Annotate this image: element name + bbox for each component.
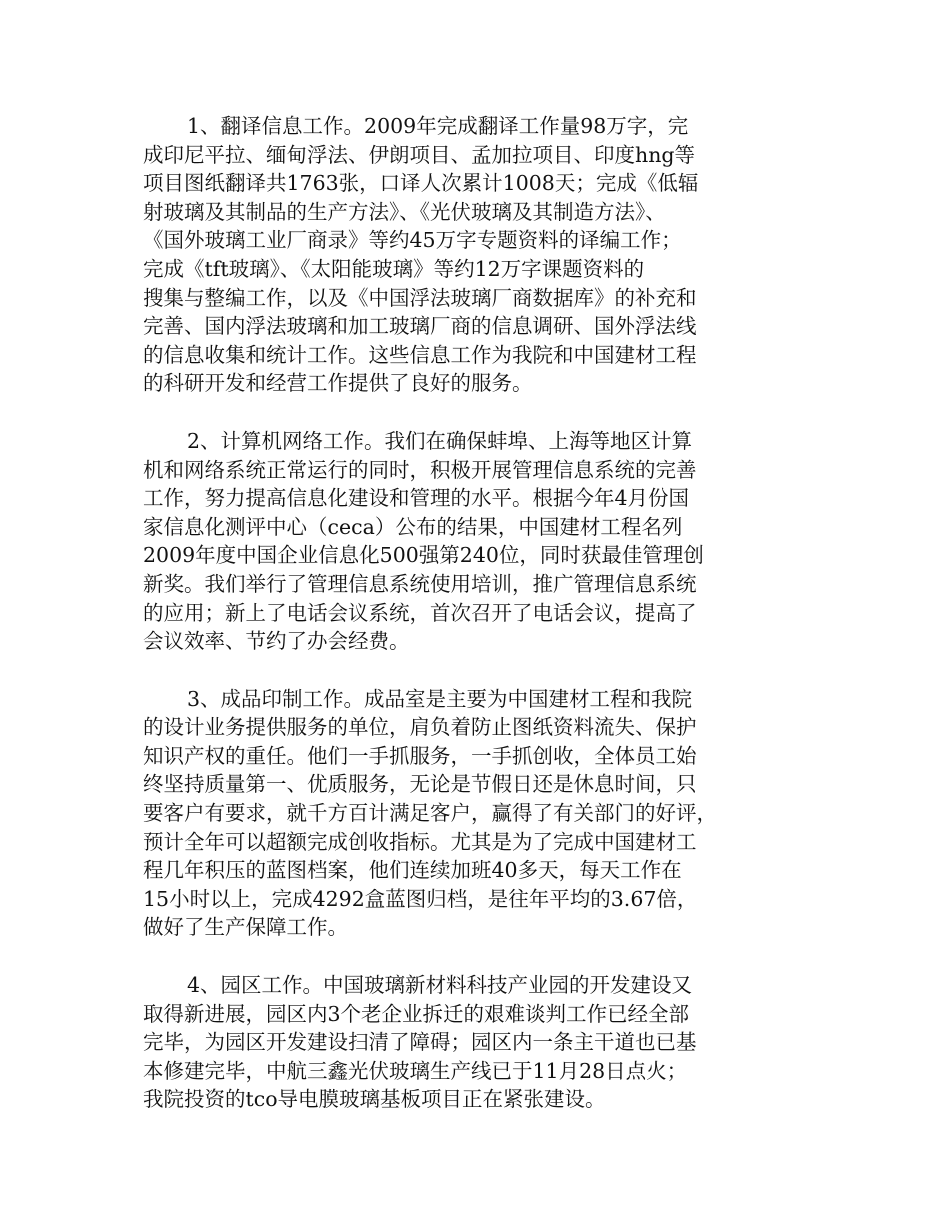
text-line: 程几年积压的蓝图档案，他们连续加班40多天，每天工作在: [143, 858, 682, 883]
text-line: 会议效率、节约了办会经费。: [143, 629, 410, 654]
paragraph-park-work: [143, 971, 823, 1114]
text-line: 1、翻译信息工作。2009年完成翻译工作量98万字，完: [187, 114, 689, 138]
text-line: 家信息化测评中心（ceca）公布的结果，中国建材工程名列: [143, 514, 683, 539]
paragraph-translation-work: [143, 112, 823, 398]
text-line: 完善、国内浮法玻璃和加工玻璃厂商的信息调研、国外浮法线: [143, 314, 697, 339]
text-line: 机和网络系统正常运行的同时，积极开展管理信息系统的完善: [143, 457, 697, 482]
text-line: 4、园区工作。中国玻璃新材料科技产业园的开发建设又: [187, 973, 693, 998]
text-line: 成印尼平拉、缅甸浮法、伊朗项目、孟加拉项目、印度hng等: [143, 142, 696, 167]
text-line: 要客户有要求，就千方百计满足客户，赢得了有关部门的好评，: [143, 801, 717, 826]
text-line: 预计全年可以超额完成创收指标。尤其是为了完成中国建材工: [143, 829, 697, 854]
text-line: 搜集与整编工作，以及《中国浮法玻璃厂商数据库》的补充和: [143, 285, 697, 310]
text-line: 终坚持质量第一、优质服务，无论是节假日还是休息时间，只: [143, 772, 697, 797]
text-line: 本修建完毕，中航三鑫光伏玻璃生产线已于11月28日点火；: [143, 1058, 688, 1083]
text-line: 的科研开发和经营工作提供了良好的服务。: [143, 371, 533, 396]
text-line: 《国外玻璃工业厂商录》等约45万字专题资料的译编工作；: [143, 228, 682, 253]
text-line: 做好了生产保障工作。: [143, 915, 348, 940]
text-line: 新奖。我们举行了管理信息系统使用培训，推广管理信息系统: [143, 571, 697, 596]
text-line: 的信息收集和统计工作。这些信息工作为我院和中国建材工程: [143, 342, 697, 367]
document-body: [143, 112, 823, 1143]
text-line: 取得新进展，园区内3个老企业拆迁的艰难谈判工作已经全部: [143, 1001, 690, 1026]
text-line: 射玻璃及其制品的生产方法》、《光伏玻璃及其制造方法》、: [143, 199, 666, 224]
paragraph-printing-work: [143, 685, 823, 942]
text-line: 2009年度中国企业信息化500强第240位，同时获最佳管理创: [143, 543, 704, 568]
paragraph-network-work: [143, 427, 823, 656]
text-line: 15小时以上，完成4292盒蓝图归档，是往年平均的3.67倍，: [143, 886, 698, 911]
text-line: 工作，努力提高信息化建设和管理的水平。根据今年4月份国: [143, 486, 690, 511]
text-line: 我院投资的tco导电膜玻璃基板项目正在紧张建设。: [143, 1087, 606, 1112]
text-line: 完毕，为园区开发建设扫清了障碍；园区内一条主干道也已基: [143, 1030, 697, 1055]
text-line: 知识产权的重任。他们一手抓服务，一手抓创收，全体员工始: [143, 743, 697, 768]
text-line: 的应用；新上了电话会议系统，首次召开了电话会议，提高了: [143, 600, 697, 625]
text-line: 的设计业务提供服务的单位，肩负着防止图纸资料流失、保护: [143, 715, 697, 740]
text-line: 2、计算机网络工作。我们在确保蚌埠、上海等地区计算: [187, 428, 693, 453]
text-line: 项目图纸翻译共1763张，口译人次累计1008天；完成《低辐: [143, 171, 699, 196]
text-line: 完成《tft玻璃》、《太阳能玻璃》等约12万字课题资料的: [143, 256, 645, 281]
text-line: 3、成品印制工作。成品室是主要为中国建材工程和我院: [187, 686, 693, 711]
